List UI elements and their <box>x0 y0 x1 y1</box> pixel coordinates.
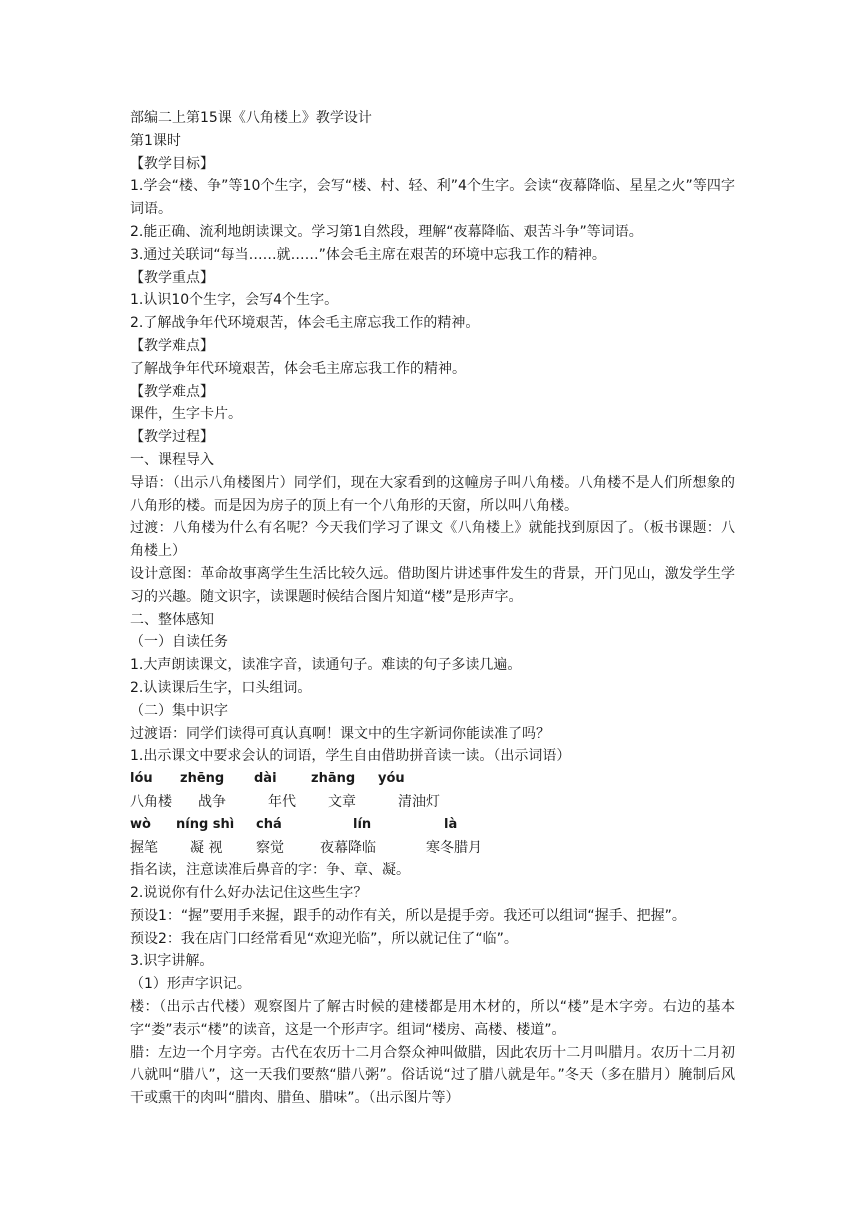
vocab-word: 夜幕降临 <box>320 839 376 856</box>
vocab-word: 文章 <box>328 793 356 810</box>
word-row-1 <box>130 791 735 814</box>
process-heading: 【教学过程】 <box>130 429 214 446</box>
pinyin: zhāng <box>311 771 356 787</box>
pinyin: níng shì <box>176 816 235 832</box>
section-1-paragraph-2: 过渡：八角楼为什么有名呢？今天我们学习了课文《八角楼上》就能找到原因了。（板书课题：八角楼上） <box>130 520 735 560</box>
preparation-heading: 【教学难点】 <box>130 383 214 400</box>
vocab-word: 战争 <box>198 793 226 810</box>
word-row-2 <box>130 837 735 860</box>
document-page <box>130 107 735 1110</box>
pinyin: zhēng <box>180 771 225 787</box>
pinyin-row-2 <box>130 814 735 837</box>
pinyin: lín <box>353 816 372 832</box>
section-2-sub-2: （二）集中识字 <box>130 702 228 719</box>
key-point-1: 1.认识10个生字，会写4个生字。 <box>130 292 339 309</box>
goal-3: 3.通过关联词“每当……就……”体会毛主席在艰苦的环境中忘我工作的精神。 <box>130 246 606 263</box>
pinyin: wò <box>130 816 151 832</box>
vocab-word: 八角楼 <box>130 793 172 810</box>
goals-heading: 【教学目标】 <box>130 155 214 172</box>
preparation-1: 课件，生字卡片。 <box>130 406 242 423</box>
document-title: 部编二上第15课《八角楼上》教学设计 <box>130 110 372 126</box>
pinyin: lóu <box>130 771 153 787</box>
section-2-paragraph-8: （1）形声字识记。 <box>130 976 251 993</box>
section-1-heading: 一、课程导入 <box>130 451 214 468</box>
vocab-word: 寒冬腊月 <box>426 839 482 856</box>
section-2-paragraph-1: 过渡语：同学们读得可真认真啊！课文中的生字新词你能读准了吗？ <box>130 725 550 742</box>
vocab-word: 握笔 <box>130 839 158 856</box>
section-2-paragraph-3: 指名读，注意读准后鼻音的字：争、章、凝。 <box>130 862 410 879</box>
section-2-paragraph-2: 1.出示课文中要求会认的词语，学生自由借助拼音读一读。（出示词语） <box>130 748 571 765</box>
pinyin: dài <box>254 771 277 787</box>
section-2-paragraph-4: 2.说说你有什么好办法记住这些生字？ <box>130 885 368 902</box>
section-2-sub-1-item-2: 2.认读课后生字，口头组词。 <box>130 679 312 696</box>
goal-2: 2.能正确、流利地朗读课文。学习第1自然段，理解“夜幕降临、艰苦斗争”等词语。 <box>130 223 643 240</box>
pinyin-row-1 <box>130 768 735 791</box>
key-point-2: 2.了解战争年代环境艰苦，体会毛主席忘我工作的精神。 <box>130 315 480 332</box>
section-2-sub-1-item-1: 1.大声朗读课文，读准字音，读通句子。难读的句子多读几遍。 <box>130 657 522 674</box>
key-points-heading: 【教学重点】 <box>130 269 214 286</box>
pinyin: chá <box>256 816 282 832</box>
vocab-word: 年代 <box>268 793 296 810</box>
difficulty-1: 了解战争年代环境艰苦，体会毛主席忘我工作的精神。 <box>130 360 466 377</box>
vocab-word: 清油灯 <box>398 793 440 810</box>
pinyin: là <box>444 816 458 832</box>
section-2-sub-1: （一）自读任务 <box>130 634 228 651</box>
section-2-paragraph-9: 楼：（出示古代楼）观察图片了解古时候的建楼都是用木材的，所以“楼”是木字旁。右边的基本字“娄”表示“楼”的读音，这是一个形声字。组词“楼房、高楼、楼道”。 <box>130 999 735 1038</box>
section-2-heading: 二、整体感知 <box>130 611 214 628</box>
vocab-word: 察觉 <box>256 839 284 856</box>
section-1-paragraph-1: 导语：（出示八角楼图片）同学们，现在大家看到的这幢房子叫八角楼。八角楼不是人们所想象的八角形的楼。而是因为房子的顶上有一个八角形的天窗，所以叫八角楼。 <box>130 474 735 514</box>
pinyin: yóu <box>378 771 405 787</box>
difficulty-heading: 【教学难点】 <box>130 337 214 354</box>
section-2-paragraph-7: 3.识字讲解。 <box>130 953 214 970</box>
section-1-paragraph-3: 设计意图：革命故事离学生生活比较久远。借助图片讲述事件发生的背景，开门见山，激发学生学习的兴趣。随文识字，读课题时候结合图片知道“楼”是形声字。 <box>130 565 735 605</box>
section-2-paragraph-10: 腊：左边一个月字旁。古代在农历十二月合祭众神叫做腊，因此农历十二月叫腊月。农历十二月初八就叫“腊八”，这一天我们要熬“腊八粥”。俗话说“过了腊八就是年。”冬天（多在腊月）腌制后风干或熏干的肉叫“腊肉、腊鱼、腊味”。（出示图片等） <box>130 1044 735 1107</box>
section-2-paragraph-6: 预设2：我在店门口经常看见“欢迎光临”，所以就记住了“临”。 <box>130 930 518 947</box>
goal-1: 1.学会“楼、争”等10个生字，会写“楼、村、轻、利”4个生字。会读“夜幕降临、星星之火”等四字词语。 <box>130 178 735 218</box>
section-2-paragraph-5: 预设1：“握”要用手来握，跟手的动作有关，所以是提手旁。我还可以组词“握手、把握”。 <box>130 907 686 924</box>
lesson-label: 第1课时 <box>130 132 181 149</box>
vocab-word: 凝 视 <box>190 839 223 856</box>
